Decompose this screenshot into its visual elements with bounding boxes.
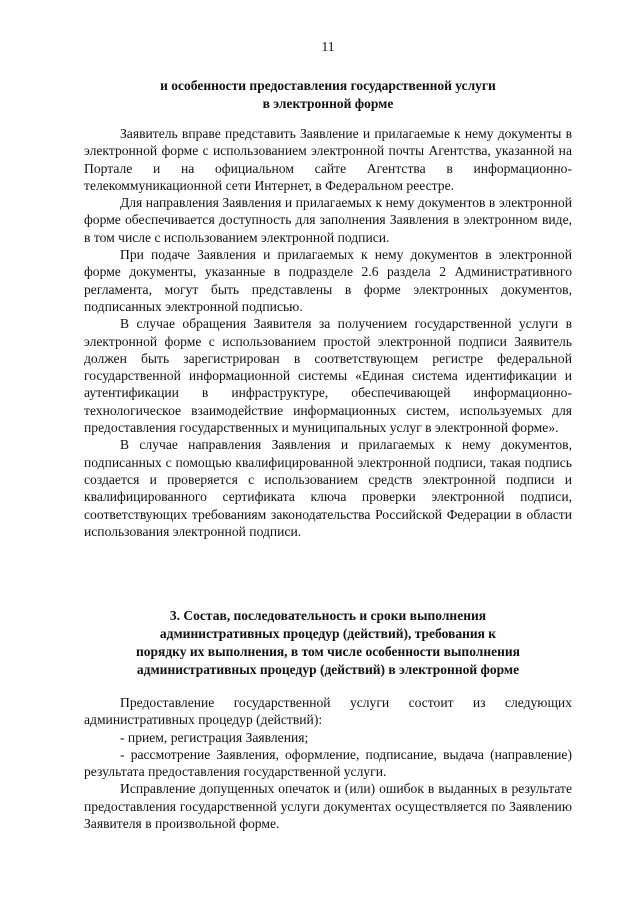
paragraph: Исправление допущенных опечаток и (или) ошибок в выданных в результате предоставления государственной услуги документах осуществляется по Заявлению Заявителя в произвольной форме.	[84, 781, 572, 832]
page-number: 11	[321, 39, 335, 54]
heading-line: административных процедур (действий) в электронной форме	[136, 662, 520, 677]
list-item: - прием, регистрация Заявления;	[120, 729, 309, 745]
paragraph: В случае направления Заявления и прилагаемых к нему документов, подписанных с помощью квалифицированной электронной подписи, такая подпись создается и проверяется с использованием средств электронной подписи и квалифицированного сертификата ключа проверки электронной подписи, соответствующих требованиям законодательства Российской Федерации в области использования электронной подписи.	[84, 437, 572, 539]
heading-line: и особенности предоставления государственной услуги	[160, 78, 496, 93]
heading-line: административных процедур (действий), требования к	[159, 626, 497, 641]
paragraph: Предоставление государственной услуги состоит из следующих административных процедур (действий):	[84, 695, 572, 728]
document-page	[84, 0, 572, 905]
section-heading-electronic-form	[84, 77, 572, 113]
list-item: - рассмотрение Заявления, оформление, подписание, выдача (направление) результата предоставления государственной услуги.	[84, 746, 572, 780]
paragraph: Для направления Заявления и прилагаемых к нему документов в электронной форме обеспечивается доступность для заполнения Заявления в электронном виде, в том числе с использованием электронной подписи.	[84, 195, 572, 245]
paragraph: В случае обращения Заявителя за получением государственной услуги в электронной форме с использованием простой электронной подписи Заявитель должен быть зарегистрирован в соответствующем регистре федеральной государственной информационной системы «Единая система идентификации и аутентификации в инфраструктуре, обеспечивающей информационно-технологическое взаимодействие информационных систем, используемых для предоставления государственных и муниципальных услуг в электронной форме».	[84, 316, 572, 436]
paragraph: При подаче Заявления и прилагаемых к нему документов в электронной форме документы, указанные в подразделе 2.6 раздела 2 Административного регламента, могут быть представлены в форме электронных документов, подписанных электронной подписью.	[84, 247, 572, 314]
heading-line: в электронной форме	[262, 96, 394, 111]
section-body-3	[84, 694, 572, 832]
heading-line: порядку их выполнения, в том числе особенности выполнения	[136, 644, 520, 659]
section-body-electronic-form	[84, 125, 572, 540]
heading-line: 3. Состав, последовательность и сроки выполнения	[169, 608, 487, 623]
section-heading-3	[84, 607, 572, 679]
paragraph: Заявитель вправе представить Заявление и прилагаемые к нему документы в электронной форме с использованием электронной почты Агентства, указанной на Портале и на официальном сайте Агентства в информационно-телекоммуникационной сети Интернет, в Федеральном реестре.	[84, 126, 572, 193]
